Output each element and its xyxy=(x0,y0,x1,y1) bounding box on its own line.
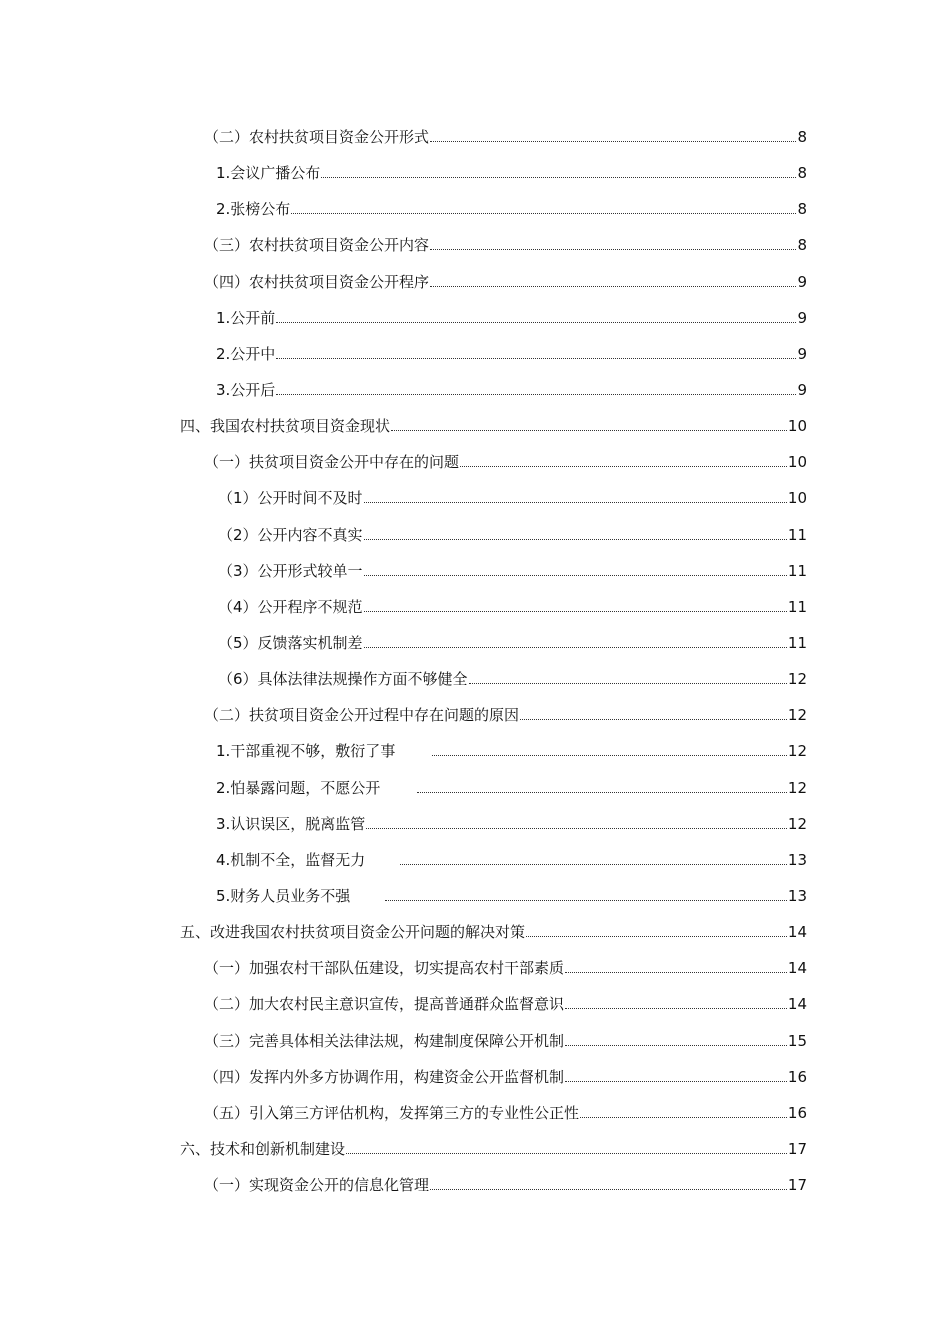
toc-page-number: 11 xyxy=(787,525,807,544)
toc-entry[interactable] xyxy=(0,481,950,517)
toc-page-number: 16 xyxy=(787,1067,807,1086)
toc-page-number: 17 xyxy=(787,1139,807,1158)
toc-entry[interactable] xyxy=(0,337,950,373)
toc-page-number: 9 xyxy=(797,308,807,327)
toc-entry-title: （3）公开形式较单一 xyxy=(218,561,363,580)
toc-page-number: 14 xyxy=(787,923,807,942)
toc-entry[interactable] xyxy=(0,445,950,481)
toc-entry-title: 五、改进我国农村扶贫项目资金公开问题的解决对策 xyxy=(180,923,526,942)
toc-entry-title: （三）完善具体相关法律法规，构建制度保障公开机制 xyxy=(204,1031,565,1050)
toc-page-number: 8 xyxy=(797,164,807,183)
toc-entry-title: （一）扶贫项目资金公开中存在的问题 xyxy=(204,453,460,472)
dot-leader xyxy=(520,719,787,720)
toc-page-number: 11 xyxy=(787,633,807,652)
toc-entry-title: （二）加大农村民主意识宣传，提高普通群众监督意识 xyxy=(204,995,565,1014)
toc-page-number: 8 xyxy=(797,236,807,255)
toc-page-number: 10 xyxy=(787,417,807,436)
dot-leader xyxy=(430,249,796,250)
toc-page-number: 13 xyxy=(787,850,807,869)
toc-entry-title: （二）农村扶贫项目资金公开形式 xyxy=(204,128,430,146)
toc-page-number: 15 xyxy=(787,1031,807,1050)
toc-entry-title: 1.会议广播公布 xyxy=(216,164,321,183)
toc-entry[interactable] xyxy=(0,192,950,228)
toc-entry[interactable] xyxy=(0,843,950,879)
toc-page-number: 17 xyxy=(787,1176,807,1195)
toc-entry-title: （4）公开程序不规范 xyxy=(218,597,363,616)
toc-entry[interactable] xyxy=(0,807,950,843)
toc-entry-title: （1）公开时间不及时 xyxy=(218,489,363,508)
toc-entry-title: 1.干部重视不够，敷衍了事 xyxy=(216,742,396,761)
toc-entry[interactable] xyxy=(0,265,950,301)
toc-entry[interactable] xyxy=(0,1168,950,1204)
toc-page-number: 8 xyxy=(797,200,807,219)
toc-entry-title: 2.公开中 xyxy=(216,344,276,363)
toc-page-number: 9 xyxy=(797,380,807,399)
toc-page-number: 11 xyxy=(787,597,807,616)
toc-entry[interactable] xyxy=(0,698,950,734)
toc-entry[interactable] xyxy=(0,1024,950,1060)
toc-page-number: 12 xyxy=(787,814,807,833)
toc-entry[interactable] xyxy=(0,554,950,590)
table-of-contents xyxy=(0,120,950,1204)
toc-page-number: 8 xyxy=(797,128,807,146)
toc-page-number: 12 xyxy=(787,670,807,689)
dot-leader xyxy=(321,177,796,178)
toc-entry-title: 六、技术和创新机制建设 xyxy=(180,1139,346,1158)
toc-entry[interactable] xyxy=(0,373,950,409)
dot-leader xyxy=(430,1189,787,1190)
toc-entry-title: （三）农村扶贫项目资金公开内容 xyxy=(204,236,430,255)
dot-leader xyxy=(276,394,796,395)
toc-entry[interactable] xyxy=(0,1060,950,1096)
toc-page-number: 12 xyxy=(787,706,807,725)
dot-leader xyxy=(430,286,796,287)
toc-entry[interactable] xyxy=(0,987,950,1023)
dot-leader xyxy=(364,502,787,503)
toc-entry-title: 5.财务人员业务不强 xyxy=(216,886,351,905)
toc-page-number: 10 xyxy=(787,453,807,472)
dot-leader xyxy=(565,1008,787,1009)
dot-leader xyxy=(460,466,787,467)
dot-leader xyxy=(364,611,787,612)
toc-entry[interactable] xyxy=(0,626,950,662)
dot-leader xyxy=(391,430,787,431)
toc-entry[interactable] xyxy=(0,518,950,554)
toc-page-number: 16 xyxy=(787,1103,807,1122)
toc-entry[interactable] xyxy=(0,409,950,445)
toc-entry-title: （二）扶贫项目资金公开过程中存在问题的原因 xyxy=(204,706,520,725)
toc-page-number: 14 xyxy=(787,995,807,1014)
dot-leader xyxy=(400,864,787,865)
dot-leader xyxy=(364,575,787,576)
dot-leader xyxy=(385,900,787,901)
toc-page-number: 12 xyxy=(787,742,807,761)
dot-leader xyxy=(526,936,787,937)
toc-entry-title: （一）加强农村干部队伍建设，切实提高农村干部素质 xyxy=(204,959,565,978)
toc-entry-title: （6）具体法律法规操作方面不够健全 xyxy=(218,670,468,689)
toc-page-number: 14 xyxy=(787,959,807,978)
dot-leader xyxy=(366,828,787,829)
toc-entry-title: （四）发挥内外多方协调作用，构建资金公开监督机制 xyxy=(204,1067,565,1086)
toc-entry-title: （2）公开内容不真实 xyxy=(218,525,363,544)
toc-entry[interactable] xyxy=(0,879,950,915)
toc-entry[interactable] xyxy=(0,228,950,264)
toc-entry-title: 四、我国农村扶贫项目资金现状 xyxy=(180,417,391,436)
toc-entry-title: （五）引入第三方评估机构，发挥第三方的专业性公正性 xyxy=(204,1103,580,1122)
toc-entry-title: （四）农村扶贫项目资金公开程序 xyxy=(204,272,430,291)
toc-entry-title: 2.怕暴露问题，不愿公开 xyxy=(216,778,381,797)
toc-page-number: 10 xyxy=(787,489,807,508)
toc-entry[interactable] xyxy=(0,301,950,337)
toc-entry[interactable] xyxy=(0,1132,950,1168)
toc-entry[interactable] xyxy=(0,951,950,987)
toc-entry-title: 4.机制不全，监督无力 xyxy=(216,850,366,869)
toc-entry[interactable] xyxy=(0,156,950,192)
toc-entry-title: （一）实现资金公开的信息化管理 xyxy=(204,1176,430,1195)
toc-page-number: 9 xyxy=(797,272,807,291)
toc-entry-title: 2.张榜公布 xyxy=(216,200,291,219)
dot-leader xyxy=(580,1117,787,1118)
toc-page-number: 9 xyxy=(797,344,807,363)
dot-leader xyxy=(364,647,787,648)
dot-leader xyxy=(469,683,787,684)
toc-entry[interactable] xyxy=(0,590,950,626)
toc-page-number: 12 xyxy=(787,778,807,797)
toc-page-number: 11 xyxy=(787,561,807,580)
toc-entry[interactable] xyxy=(0,771,950,807)
dot-leader xyxy=(432,755,787,756)
dot-leader xyxy=(346,1153,787,1154)
toc-page-number: 13 xyxy=(787,886,807,905)
toc-entry[interactable] xyxy=(0,734,950,770)
dot-leader xyxy=(276,358,796,359)
toc-entry-title: 3.认识误区，脱离监管 xyxy=(216,814,366,833)
toc-entry[interactable] xyxy=(0,1096,950,1132)
dot-leader xyxy=(565,972,787,973)
dot-leader xyxy=(565,1045,787,1046)
dot-leader xyxy=(364,539,787,540)
dot-leader xyxy=(276,322,796,323)
toc-entry[interactable] xyxy=(0,915,950,951)
toc-entry-title: 3.公开后 xyxy=(216,380,276,399)
dot-leader xyxy=(291,213,796,214)
toc-entry[interactable] xyxy=(0,120,950,156)
dot-leader xyxy=(430,141,796,142)
toc-entry-title: （5）反馈落实机制差 xyxy=(218,633,363,652)
dot-leader xyxy=(417,792,787,793)
toc-entry[interactable] xyxy=(0,662,950,698)
toc-entry-title: 1.公开前 xyxy=(216,308,276,327)
dot-leader xyxy=(565,1081,787,1082)
